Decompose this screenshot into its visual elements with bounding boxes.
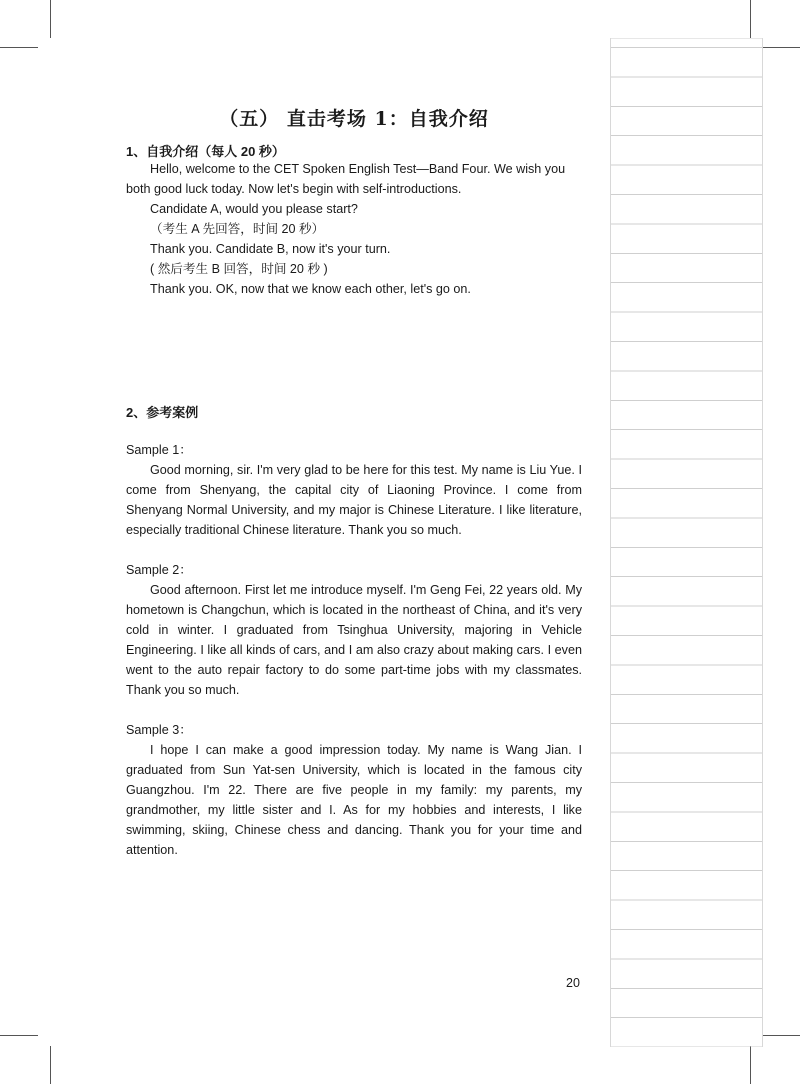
intro-line: Thank you. OK, now that we know each other, let's go on. [150,282,471,296]
sample-label: Sample 1： [126,443,192,457]
section1-heading: 1、自我介绍（每人 20 秒） [126,144,285,159]
intro-line: Hello, welcome to the CET Spoken English Test—Band Four. We wish you [150,162,566,176]
intro-line: （考生 A 先回答，时间 20 秒） [150,222,325,236]
sample-text: Good morning, sir. I'm very glad to be here for this test. My name is Liu Yue. I come from Shenyang, the capital city of Liaoning Province. I come from Shenyang Normal University, and my major is Chinese Literature. I like literature, especially traditional Chinese literature. Thank you so much. [126,463,582,538]
intro-line: Thank you. Candidate B, now it's your turn. [150,242,391,256]
intro-line: both good luck today. Now let's begin with self-introductions. [126,182,462,196]
crop-mark-bottom-right-v [750,1046,751,1084]
notes-column [610,38,763,1047]
crop-mark-bottom-left-v [50,1046,51,1084]
crop-mark-bottom-left-h [0,1035,38,1036]
intro-line: ( 然后考生 B 回答，时间 20 秒 ) [150,262,328,276]
crop-mark-bottom-right-h [762,1035,800,1036]
crop-mark-top-right-h [762,47,800,48]
intro-line: Candidate A, would you please start? [150,202,358,216]
sample-label: Sample 2： [126,563,192,577]
section2-heading: 2、参考案例 [126,405,199,420]
page-title: （五） 直击考场 1：自我介绍 [219,108,489,130]
crop-mark-top-right-v [750,0,751,38]
crop-mark-top-left-v [50,0,51,38]
sample-text: Good afternoon. First let me introduce myself. I'm Geng Fei, 22 years old. My hometown is Changchun, which is located in the northeast of China, and it's very cold in winter. I graduated from Tsinghua University, majoring in Vehicle Engineering. I like all kinds of cars, and I am also crazy about making cars. I even went to the auto repair factory to do some part-time jobs with my classmates. Thank you so much. [126,583,582,698]
page-number: 20 [566,976,580,990]
crop-mark-top-left-h [0,47,38,48]
sample-text: I hope I can make a good impression today. My name is Wang Jian. I graduated from Sun Yat-sen University, which is located in the famous city Guangzhou. I'm 22. There are five people in my family: my parents, my grandmother, my little sister and I. As for my hobbies and interests, I like swimming, skiing, Chinese chess and dancing. Thank you for your time and attention. [126,743,582,858]
sample-label: Sample 3： [126,723,192,737]
